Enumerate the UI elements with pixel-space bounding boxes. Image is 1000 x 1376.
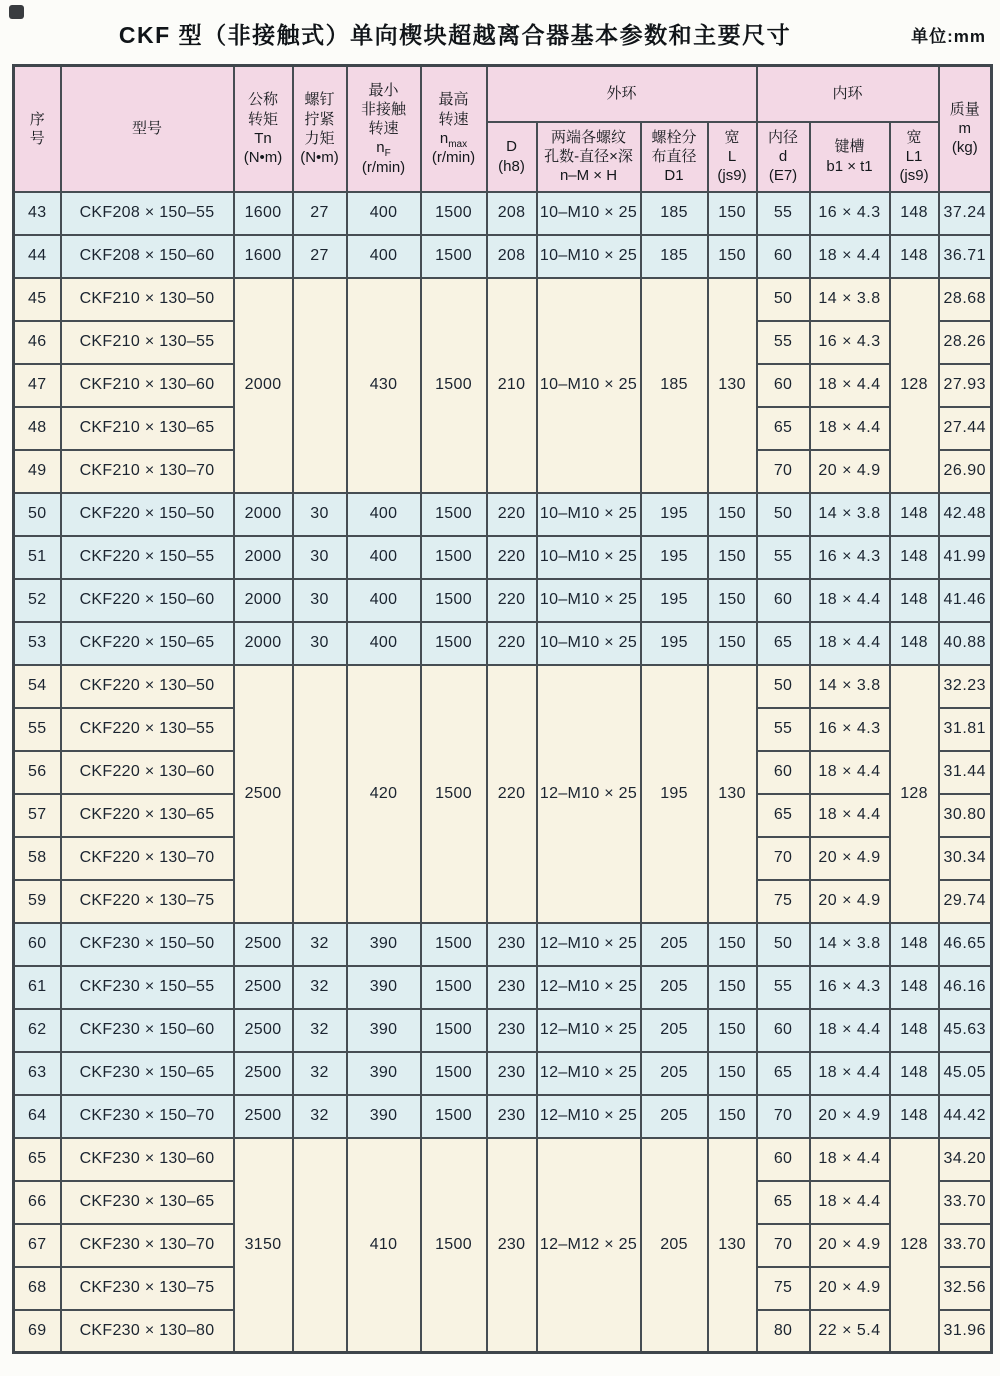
cell-D1: 205 xyxy=(641,923,708,966)
cell-keyway: 20 × 4.9 xyxy=(810,837,890,880)
cell-L1: 148 xyxy=(890,235,939,278)
cell-thread: 12–M10 × 25 xyxy=(537,1095,641,1138)
cell-nmax: 1500 xyxy=(421,579,487,622)
cell-mass: 31.81 xyxy=(939,708,992,751)
cell-tn: 1600 xyxy=(234,192,293,235)
cell-mass: 32.23 xyxy=(939,665,992,708)
cell-model: CKF210 × 130–65 xyxy=(61,407,234,450)
cell-nf: 430 xyxy=(347,278,421,493)
cell-thread: 12–M10 × 25 xyxy=(537,665,641,923)
cell-nf: 400 xyxy=(347,536,421,579)
cell-L: 150 xyxy=(708,923,757,966)
cell-d: 60 xyxy=(757,235,810,278)
cell-mass: 31.44 xyxy=(939,751,992,794)
cell-d: 50 xyxy=(757,923,810,966)
cell-nf: 400 xyxy=(347,235,421,278)
cell-keyway: 14 × 3.8 xyxy=(810,278,890,321)
cell-screw: 32 xyxy=(293,1052,347,1095)
cell-d: 75 xyxy=(757,880,810,923)
cell-D1: 195 xyxy=(641,665,708,923)
cell-mass: 40.88 xyxy=(939,622,992,665)
cell-seq: 61 xyxy=(14,966,61,1009)
cell-nf: 390 xyxy=(347,923,421,966)
cell-L1: 148 xyxy=(890,192,939,235)
cell-model: CKF220 × 130–55 xyxy=(61,708,234,751)
cell-d: 55 xyxy=(757,321,810,364)
cell-seq: 60 xyxy=(14,923,61,966)
cell-model: CKF210 × 130–70 xyxy=(61,450,234,493)
cell-screw xyxy=(293,278,347,493)
cell-D: 208 xyxy=(487,192,537,235)
cell-L1: 128 xyxy=(890,1138,939,1353)
cell-nmax: 1500 xyxy=(421,923,487,966)
cell-d: 70 xyxy=(757,1095,810,1138)
cell-model: CKF230 × 150–55 xyxy=(61,966,234,1009)
cell-mass: 32.56 xyxy=(939,1267,992,1310)
cell-nf: 390 xyxy=(347,1095,421,1138)
cell-model: CKF220 × 130–75 xyxy=(61,880,234,923)
cell-keyway: 18 × 4.4 xyxy=(810,794,890,837)
cell-thread: 10–M10 × 25 xyxy=(537,493,641,536)
cell-D1: 205 xyxy=(641,1138,708,1353)
cell-nf: 400 xyxy=(347,579,421,622)
cell-mass: 26.90 xyxy=(939,450,992,493)
cell-d: 55 xyxy=(757,192,810,235)
cell-mass: 46.65 xyxy=(939,923,992,966)
cell-tn: 2500 xyxy=(234,1009,293,1052)
cell-L: 150 xyxy=(708,579,757,622)
cell-d: 60 xyxy=(757,364,810,407)
cell-keyway: 22 × 5.4 xyxy=(810,1310,890,1353)
cell-L: 130 xyxy=(708,1138,757,1353)
cell-d: 65 xyxy=(757,1052,810,1095)
cell-L1: 148 xyxy=(890,579,939,622)
cell-seq: 51 xyxy=(14,536,61,579)
cell-tn: 3150 xyxy=(234,1138,293,1353)
cell-L1: 148 xyxy=(890,536,939,579)
cell-keyway: 20 × 4.9 xyxy=(810,1095,890,1138)
cell-seq: 62 xyxy=(14,1009,61,1052)
cell-nf: 390 xyxy=(347,966,421,1009)
cell-mass: 29.74 xyxy=(939,880,992,923)
cell-mass: 27.44 xyxy=(939,407,992,450)
cell-d: 55 xyxy=(757,966,810,1009)
cell-nf: 390 xyxy=(347,1009,421,1052)
unit-label: 单位:mm xyxy=(911,27,986,46)
cell-mass: 41.99 xyxy=(939,536,992,579)
table-row xyxy=(14,1052,992,1095)
cell-d: 70 xyxy=(757,837,810,880)
cell-model: CKF208 × 150–60 xyxy=(61,235,234,278)
cell-D1: 205 xyxy=(641,1052,708,1095)
cell-model: CKF220 × 130–50 xyxy=(61,665,234,708)
cell-seq: 50 xyxy=(14,493,61,536)
clutch-spec-table xyxy=(12,64,993,1354)
cell-L1: 148 xyxy=(890,493,939,536)
cell-model: CKF220 × 150–60 xyxy=(61,579,234,622)
cell-keyway: 18 × 4.4 xyxy=(810,364,890,407)
header-thread: 两端各螺纹 孔数-直径×深 n–M × H xyxy=(537,122,641,192)
cell-thread: 12–M10 × 25 xyxy=(537,1009,641,1052)
cell-seq: 69 xyxy=(14,1310,61,1353)
cell-seq: 55 xyxy=(14,708,61,751)
cell-screw: 32 xyxy=(293,1009,347,1052)
cell-d: 65 xyxy=(757,407,810,450)
cell-d: 65 xyxy=(757,622,810,665)
cell-D1: 195 xyxy=(641,622,708,665)
cell-d: 65 xyxy=(757,1181,810,1224)
cell-seq: 47 xyxy=(14,364,61,407)
cell-keyway: 18 × 4.4 xyxy=(810,407,890,450)
cell-model: CKF230 × 130–60 xyxy=(61,1138,234,1181)
header-mass: 质量 m (kg) xyxy=(939,66,992,192)
cell-model: CKF210 × 130–60 xyxy=(61,364,234,407)
cell-seq: 46 xyxy=(14,321,61,364)
cell-screw: 27 xyxy=(293,192,347,235)
header-nmax: 最高 转速 $n_{max}$ (r/min) xyxy=(421,66,487,192)
cell-mass: 33.70 xyxy=(939,1224,992,1267)
cell-keyway: 20 × 4.9 xyxy=(810,450,890,493)
cell-seq: 45 xyxy=(14,278,61,321)
cell-d: 55 xyxy=(757,708,810,751)
cell-tn: 2500 xyxy=(234,966,293,1009)
cell-tn: 2500 xyxy=(234,923,293,966)
cell-seq: 57 xyxy=(14,794,61,837)
cell-thread: 10–M10 × 25 xyxy=(537,536,641,579)
cell-thread: 10–M10 × 25 xyxy=(537,235,641,278)
cell-model: CKF220 × 130–65 xyxy=(61,794,234,837)
cell-D: 230 xyxy=(487,1138,537,1353)
cell-L: 150 xyxy=(708,493,757,536)
header-nf: 最小 非接触 转速 $n_F$ (r/min) xyxy=(347,66,421,192)
cell-seq: 52 xyxy=(14,579,61,622)
cell-thread: 12–M12 × 25 xyxy=(537,1138,641,1353)
cell-D1: 185 xyxy=(641,235,708,278)
cell-keyway: 16 × 4.3 xyxy=(810,192,890,235)
header-D: D (h8) xyxy=(487,122,537,192)
cell-d: 70 xyxy=(757,450,810,493)
cell-keyway: 20 × 4.9 xyxy=(810,880,890,923)
cell-d: 65 xyxy=(757,794,810,837)
cell-tn: 1600 xyxy=(234,235,293,278)
table-row xyxy=(14,536,992,579)
cell-L1: 148 xyxy=(890,1052,939,1095)
cell-d: 60 xyxy=(757,751,810,794)
cell-D: 230 xyxy=(487,966,537,1009)
cell-mass: 30.34 xyxy=(939,837,992,880)
cell-keyway: 18 × 4.4 xyxy=(810,235,890,278)
cell-keyway: 14 × 3.8 xyxy=(810,923,890,966)
cell-D1: 185 xyxy=(641,192,708,235)
cell-mass: 45.63 xyxy=(939,1009,992,1052)
cell-thread: 12–M10 × 25 xyxy=(537,966,641,1009)
cell-L: 150 xyxy=(708,1095,757,1138)
cell-screw xyxy=(293,1138,347,1353)
header-D1: 螺栓分 布直径 D1 xyxy=(641,122,708,192)
cell-screw: 32 xyxy=(293,923,347,966)
cell-D: 220 xyxy=(487,622,537,665)
cell-L1: 148 xyxy=(890,923,939,966)
cell-nmax: 1500 xyxy=(421,536,487,579)
cell-D: 230 xyxy=(487,923,537,966)
cell-d: 50 xyxy=(757,493,810,536)
cell-mass: 33.70 xyxy=(939,1181,992,1224)
cell-thread: 12–M10 × 25 xyxy=(537,1052,641,1095)
cell-model: CKF220 × 130–60 xyxy=(61,751,234,794)
cell-nmax: 1500 xyxy=(421,966,487,1009)
cell-d: 75 xyxy=(757,1267,810,1310)
header-L1: 宽 L1 (js9) xyxy=(890,122,939,192)
cell-thread: 10–M10 × 25 xyxy=(537,278,641,493)
cell-keyway: 14 × 3.8 xyxy=(810,665,890,708)
table-row xyxy=(14,622,992,665)
cell-keyway: 14 × 3.8 xyxy=(810,493,890,536)
cell-tn: 2000 xyxy=(234,278,293,493)
cell-screw: 27 xyxy=(293,235,347,278)
cell-keyway: 18 × 4.4 xyxy=(810,1181,890,1224)
table-row xyxy=(14,966,992,1009)
header-screw: 螺钉 拧紧 力矩 (N•m) xyxy=(293,66,347,192)
cell-D: 220 xyxy=(487,536,537,579)
header-outer: 外环 xyxy=(487,66,757,122)
cell-d: 80 xyxy=(757,1310,810,1353)
cell-model: CKF230 × 130–80 xyxy=(61,1310,234,1353)
cell-seq: 54 xyxy=(14,665,61,708)
cell-D: 210 xyxy=(487,278,537,493)
cell-tn: 2000 xyxy=(234,493,293,536)
table-row xyxy=(14,235,992,278)
cell-keyway: 16 × 4.3 xyxy=(810,536,890,579)
cell-nmax: 1500 xyxy=(421,1052,487,1095)
cell-L1: 148 xyxy=(890,622,939,665)
cell-tn: 2500 xyxy=(234,1095,293,1138)
page-title: CKF 型（非接触式）单向楔块超越离合器基本参数和主要尺寸 xyxy=(118,22,792,48)
cell-nmax: 1500 xyxy=(421,622,487,665)
cell-d: 70 xyxy=(757,1224,810,1267)
cell-L: 150 xyxy=(708,1052,757,1095)
cell-mass: 31.96 xyxy=(939,1310,992,1353)
cell-mass: 36.71 xyxy=(939,235,992,278)
cell-d: 60 xyxy=(757,1138,810,1181)
cell-d: 50 xyxy=(757,665,810,708)
cell-L1: 148 xyxy=(890,1009,939,1052)
cell-nmax: 1500 xyxy=(421,278,487,493)
cell-keyway: 16 × 4.3 xyxy=(810,321,890,364)
cell-seq: 66 xyxy=(14,1181,61,1224)
cell-screw: 30 xyxy=(293,536,347,579)
cell-D1: 205 xyxy=(641,966,708,1009)
cell-mass: 41.46 xyxy=(939,579,992,622)
cell-model: CKF230 × 150–50 xyxy=(61,923,234,966)
cell-L1: 148 xyxy=(890,1095,939,1138)
cell-seq: 65 xyxy=(14,1138,61,1181)
cell-thread: 12–M10 × 25 xyxy=(537,923,641,966)
table-row xyxy=(14,923,992,966)
cell-nmax: 1500 xyxy=(421,192,487,235)
cell-seq: 59 xyxy=(14,880,61,923)
cell-model: CKF230 × 130–70 xyxy=(61,1224,234,1267)
cell-seq: 68 xyxy=(14,1267,61,1310)
table-row xyxy=(14,493,992,536)
cell-keyway: 20 × 4.9 xyxy=(810,1224,890,1267)
cell-nf: 390 xyxy=(347,1052,421,1095)
cell-model: CKF230 × 150–65 xyxy=(61,1052,234,1095)
cell-nf: 410 xyxy=(347,1138,421,1353)
cell-mass: 28.26 xyxy=(939,321,992,364)
cell-nf: 400 xyxy=(347,622,421,665)
cell-D: 230 xyxy=(487,1009,537,1052)
cell-D: 220 xyxy=(487,579,537,622)
cell-tn: 2500 xyxy=(234,1052,293,1095)
cell-model: CKF230 × 150–70 xyxy=(61,1095,234,1138)
table-row xyxy=(14,579,992,622)
header-inner: 内环 xyxy=(757,66,939,122)
cell-L: 150 xyxy=(708,192,757,235)
cell-model: CKF220 × 130–70 xyxy=(61,837,234,880)
cell-mass: 30.80 xyxy=(939,794,992,837)
cell-mass: 46.16 xyxy=(939,966,992,1009)
cell-nmax: 1500 xyxy=(421,1009,487,1052)
cell-mass: 28.68 xyxy=(939,278,992,321)
cell-seq: 43 xyxy=(14,192,61,235)
cell-keyway: 18 × 4.4 xyxy=(810,1009,890,1052)
cell-seq: 58 xyxy=(14,837,61,880)
cell-keyway: 18 × 4.4 xyxy=(810,579,890,622)
table-row xyxy=(14,278,992,321)
cell-screw: 30 xyxy=(293,493,347,536)
cell-L: 130 xyxy=(708,665,757,923)
cell-L: 150 xyxy=(708,235,757,278)
cell-seq: 56 xyxy=(14,751,61,794)
table-header xyxy=(14,66,992,192)
header-tn: 公称 转矩 Tn (N•m) xyxy=(234,66,293,192)
cell-seq: 44 xyxy=(14,235,61,278)
cell-nmax: 1500 xyxy=(421,493,487,536)
cell-screw: 30 xyxy=(293,622,347,665)
cell-D1: 205 xyxy=(641,1095,708,1138)
cell-L1: 128 xyxy=(890,665,939,923)
cell-D: 208 xyxy=(487,235,537,278)
cell-model: CKF230 × 130–65 xyxy=(61,1181,234,1224)
cell-keyway: 20 × 4.9 xyxy=(810,1267,890,1310)
cell-D: 220 xyxy=(487,665,537,923)
cell-D1: 205 xyxy=(641,1009,708,1052)
cell-model: CKF220 × 150–55 xyxy=(61,536,234,579)
cell-keyway: 18 × 4.4 xyxy=(810,751,890,794)
cell-model: CKF230 × 150–60 xyxy=(61,1009,234,1052)
table-row xyxy=(14,665,992,708)
cell-keyway: 18 × 4.4 xyxy=(810,1052,890,1095)
cell-keyway: 16 × 4.3 xyxy=(810,708,890,751)
table-row xyxy=(14,1138,992,1181)
cell-model: CKF210 × 130–50 xyxy=(61,278,234,321)
cell-nmax: 1500 xyxy=(421,235,487,278)
cell-keyway: 18 × 4.4 xyxy=(810,1138,890,1181)
cell-d: 60 xyxy=(757,579,810,622)
cell-L: 130 xyxy=(708,278,757,493)
cell-model: CKF220 × 150–50 xyxy=(61,493,234,536)
cell-screw: 32 xyxy=(293,966,347,1009)
cell-L1: 128 xyxy=(890,278,939,493)
cell-nf: 400 xyxy=(347,493,421,536)
cell-tn: 2000 xyxy=(234,536,293,579)
cell-seq: 67 xyxy=(14,1224,61,1267)
cell-mass: 27.93 xyxy=(939,364,992,407)
cell-model: CKF210 × 130–55 xyxy=(61,321,234,364)
header-seq: 序 号 xyxy=(14,66,61,192)
cell-nmax: 1500 xyxy=(421,1095,487,1138)
cell-seq: 53 xyxy=(14,622,61,665)
cell-L: 150 xyxy=(708,966,757,1009)
cell-L1: 148 xyxy=(890,966,939,1009)
cell-mass: 42.48 xyxy=(939,493,992,536)
cell-D1: 195 xyxy=(641,579,708,622)
cell-nf: 400 xyxy=(347,192,421,235)
cell-L: 150 xyxy=(708,536,757,579)
cell-thread: 10–M10 × 25 xyxy=(537,579,641,622)
header-keyway: 键槽 b1 × t1 xyxy=(810,122,890,192)
cell-seq: 64 xyxy=(14,1095,61,1138)
cell-nf: 420 xyxy=(347,665,421,923)
header-d: 内径 d (E7) xyxy=(757,122,810,192)
header-model: 型号 xyxy=(61,66,234,192)
table-body xyxy=(14,192,992,1353)
cell-model: CKF208 × 150–55 xyxy=(61,192,234,235)
cell-keyway: 16 × 4.3 xyxy=(810,966,890,1009)
cell-screw: 30 xyxy=(293,579,347,622)
cell-d: 50 xyxy=(757,278,810,321)
cell-mass: 37.24 xyxy=(939,192,992,235)
cell-D1: 195 xyxy=(641,536,708,579)
cell-tn: 2000 xyxy=(234,622,293,665)
cell-mass: 44.42 xyxy=(939,1095,992,1138)
cell-nmax: 1500 xyxy=(421,1138,487,1353)
cell-seq: 63 xyxy=(14,1052,61,1095)
table-row xyxy=(14,1009,992,1052)
table-row xyxy=(14,192,992,235)
title-row xyxy=(0,0,1000,57)
cell-d: 55 xyxy=(757,536,810,579)
cell-seq: 48 xyxy=(14,407,61,450)
cell-tn: 2000 xyxy=(234,579,293,622)
cell-D: 230 xyxy=(487,1052,537,1095)
cell-screw xyxy=(293,665,347,923)
cell-mass: 34.20 xyxy=(939,1138,992,1181)
cell-seq: 49 xyxy=(14,450,61,493)
cell-keyway: 18 × 4.4 xyxy=(810,622,890,665)
cell-L: 150 xyxy=(708,622,757,665)
cell-D: 220 xyxy=(487,493,537,536)
cell-D1: 185 xyxy=(641,278,708,493)
cell-L: 150 xyxy=(708,1009,757,1052)
cell-screw: 32 xyxy=(293,1095,347,1138)
cell-model: CKF220 × 150–65 xyxy=(61,622,234,665)
cell-mass: 45.05 xyxy=(939,1052,992,1095)
header-L: 宽 L (js9) xyxy=(708,122,757,192)
cell-thread: 10–M10 × 25 xyxy=(537,622,641,665)
cell-thread: 10–M10 × 25 xyxy=(537,192,641,235)
cell-D1: 195 xyxy=(641,493,708,536)
table-row xyxy=(14,1095,992,1138)
cell-nmax: 1500 xyxy=(421,665,487,923)
cell-d: 60 xyxy=(757,1009,810,1052)
cell-model: CKF230 × 130–75 xyxy=(61,1267,234,1310)
cell-tn: 2500 xyxy=(234,665,293,923)
cell-D: 230 xyxy=(487,1095,537,1138)
